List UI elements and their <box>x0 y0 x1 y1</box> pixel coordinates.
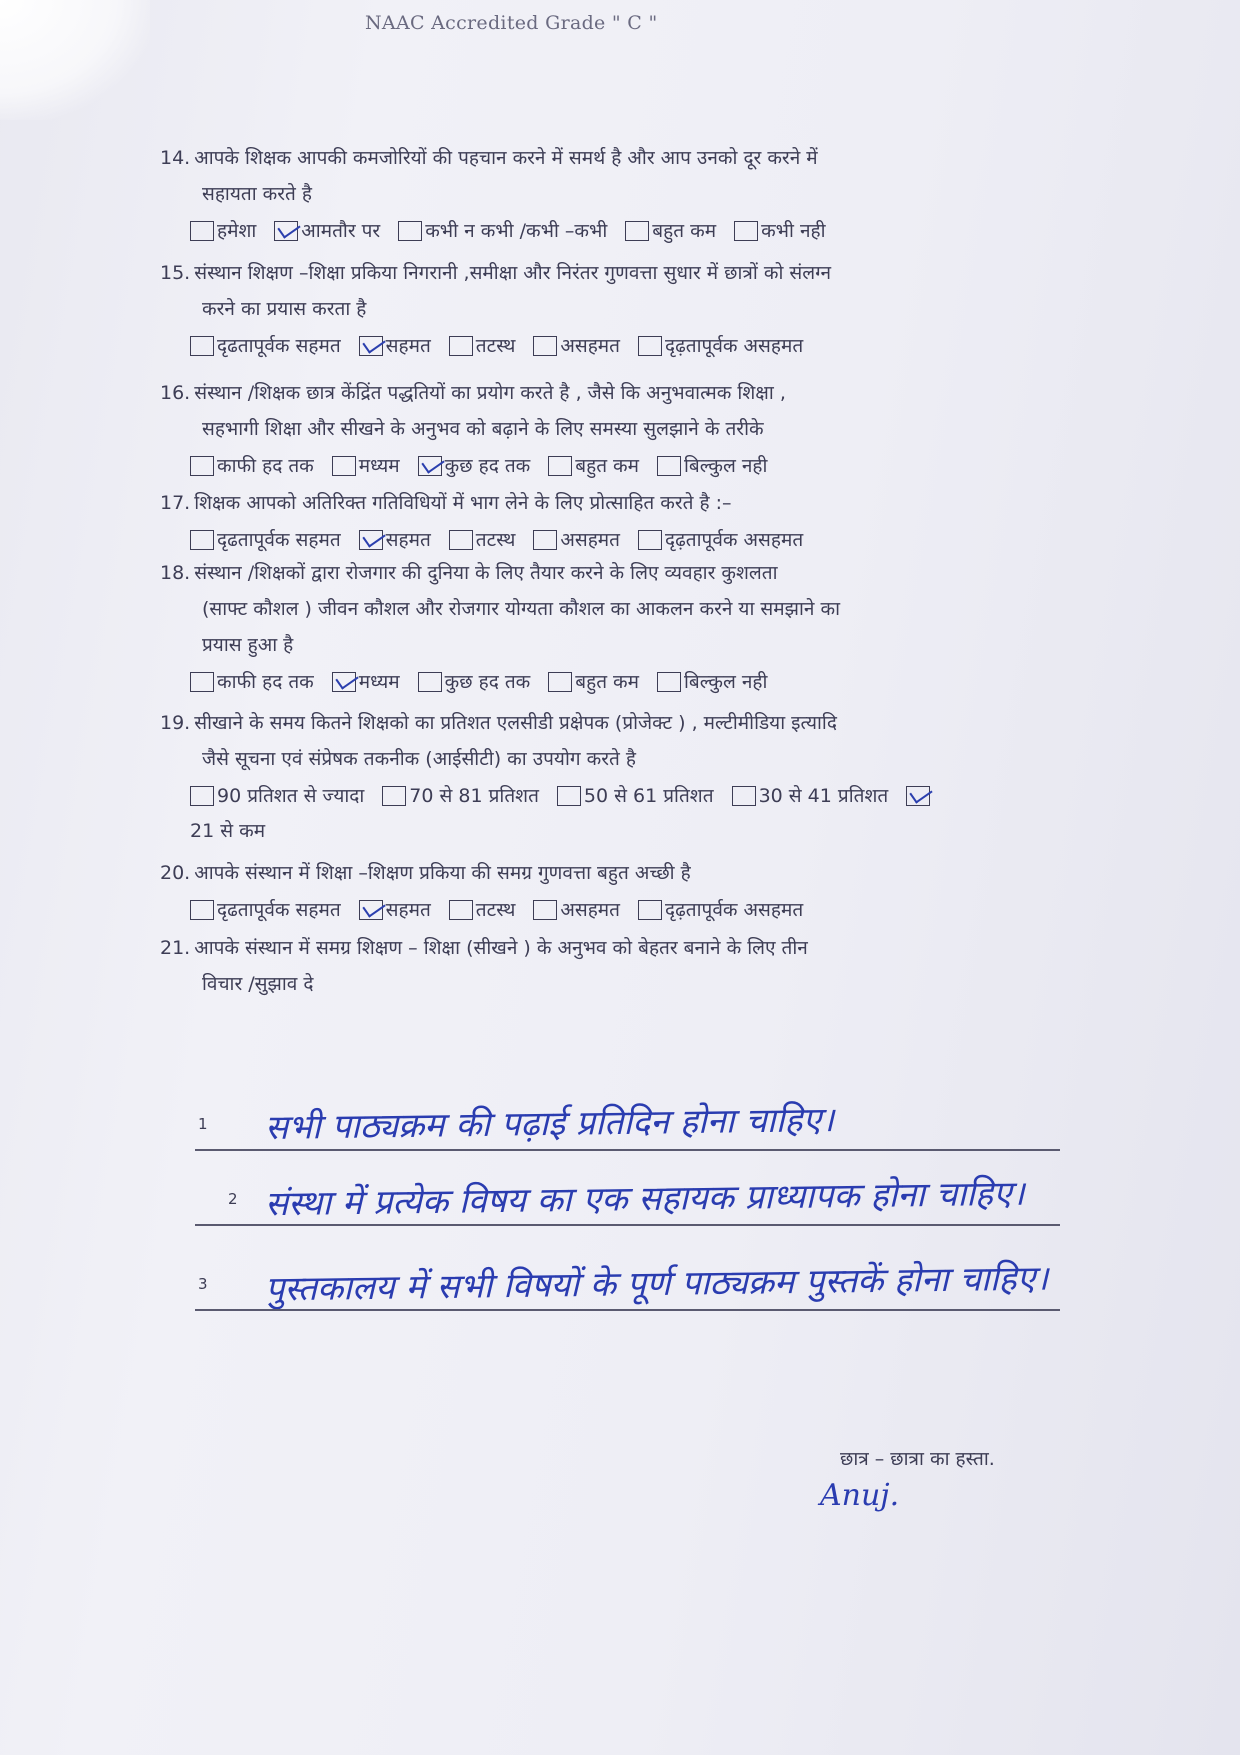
question-line: विचार /सुझाव दे <box>202 973 314 995</box>
option-continued-label: 21 से कम <box>190 820 266 842</box>
checkbox[interactable] <box>625 221 649 241</box>
option[interactable] <box>190 327 341 365</box>
option[interactable] <box>548 663 639 701</box>
option[interactable] <box>548 447 639 485</box>
checkbox[interactable] <box>449 530 473 550</box>
question-line: सहायता करते है <box>202 183 312 205</box>
checked-checkbox[interactable] <box>359 336 383 356</box>
checkbox[interactable] <box>533 900 557 920</box>
option[interactable] <box>332 663 400 701</box>
question-number: 20. <box>160 862 191 884</box>
option-label: बहुत कम <box>575 671 640 693</box>
option[interactable] <box>190 447 314 485</box>
option[interactable] <box>359 327 431 365</box>
question-line: आपके संस्थान में शिक्षा –शिक्षण प्रकिया की समग्र गुणवत्ता बहुत अच्छी है <box>194 862 691 884</box>
checkbox[interactable] <box>190 530 214 550</box>
option-label: 30 से 41 प्रतिशत <box>758 785 889 807</box>
question-line: करने का प्रयास करता है <box>202 298 367 320</box>
checked-checkbox[interactable] <box>332 672 356 692</box>
suggestion-number: 1 <box>198 1115 208 1133</box>
checkbox[interactable] <box>449 900 473 920</box>
question-number: 21. <box>160 937 191 959</box>
answer-line <box>195 1149 1060 1151</box>
option[interactable] <box>274 212 380 250</box>
checked-checkbox[interactable] <box>274 221 298 241</box>
option-label: दृढतापूर्वक सहमत <box>217 899 341 921</box>
checkbox[interactable] <box>190 221 214 241</box>
option-label: बिल्कुल नही <box>684 455 768 477</box>
checkbox[interactable] <box>398 221 422 241</box>
question-20 <box>160 855 1060 929</box>
question-21 <box>160 930 1060 1002</box>
suggestion-number: 2 <box>228 1190 238 1208</box>
question-text <box>160 375 1060 411</box>
checkbox[interactable] <box>190 900 214 920</box>
option[interactable] <box>398 212 607 250</box>
option[interactable] <box>449 891 516 929</box>
checkbox[interactable] <box>449 336 473 356</box>
question-text <box>160 855 1060 891</box>
option[interactable] <box>418 447 531 485</box>
answer-line <box>195 1309 1060 1311</box>
accreditation-header: NAAC Accredited Grade " C " <box>365 12 658 34</box>
option-label: तटस्थ <box>475 529 516 551</box>
option-label: दृढ़तापूर्वक असहमत <box>665 899 804 921</box>
option-label: सहमत <box>385 529 431 551</box>
option[interactable] <box>359 521 431 559</box>
option-label: दृढतापूर्वक सहमत <box>217 529 341 551</box>
checkbox[interactable] <box>418 672 442 692</box>
option-label: बिल्कुल नही <box>684 671 768 693</box>
question-15 <box>160 255 1060 365</box>
option[interactable] <box>638 891 803 929</box>
checkbox[interactable] <box>638 900 662 920</box>
question-14 <box>160 140 1060 250</box>
handwritten-suggestion: पुस्तकालय में सभी विषयों के पूर्ण पाठ्यक्रम पुस्तकें होना चाहिए। <box>264 1258 1049 1310</box>
question-text <box>160 930 1060 966</box>
question-number: 19. <box>160 712 191 734</box>
student-signature: Anuj. <box>820 1478 900 1513</box>
checkbox[interactable] <box>190 336 214 356</box>
option-label: काफी हद तक <box>217 671 314 693</box>
question-line: सहभागी शिक्षा और सीखने के अनुभव को बढ़ाने के लिए समस्या सुलझाने के तरीके <box>202 418 764 440</box>
option[interactable] <box>533 891 620 929</box>
question-line: सीखाने के समय कितने शिक्षको का प्रतिशत एलसीडी प्रक्षेपक (प्रोजेक्ट ) , मल्टीमीडिया इत्यादि <box>194 712 837 734</box>
question-text <box>160 255 1060 291</box>
question-number: 15. <box>160 262 191 284</box>
question-line: शिक्षक आपको अतिरिक्त गतिविधियों में भाग लेने के लिए प्रोत्साहित करते है :– <box>194 492 732 514</box>
checked-checkbox[interactable] <box>418 456 442 476</box>
checkbox[interactable] <box>732 786 756 806</box>
option-label: बहुत कम <box>575 455 640 477</box>
option[interactable] <box>557 777 714 815</box>
option-label: कभी न कभी /कभी –कभी <box>425 220 608 242</box>
option[interactable] <box>449 327 516 365</box>
answer-line <box>195 1224 1060 1226</box>
checkbox[interactable] <box>657 672 681 692</box>
option-label: कुछ हद तक <box>444 671 531 693</box>
option[interactable] <box>906 786 933 806</box>
option[interactable] <box>190 212 256 250</box>
option[interactable] <box>625 212 716 250</box>
question-text-continued <box>160 627 1060 663</box>
options-row <box>160 777 1060 815</box>
option-label: दृढ़तापूर्वक असहमत <box>665 335 804 357</box>
option[interactable] <box>332 447 400 485</box>
option-label: 50 से 61 प्रतिशत <box>583 785 714 807</box>
option-label: असहमत <box>560 335 621 357</box>
option-label: असहमत <box>560 899 621 921</box>
option[interactable] <box>533 327 620 365</box>
option[interactable] <box>657 663 767 701</box>
question-text <box>160 140 1060 176</box>
option[interactable] <box>449 521 516 559</box>
question-number: 18. <box>160 562 191 584</box>
checkbox[interactable] <box>533 530 557 550</box>
question-text-continued <box>160 591 1060 627</box>
question-number: 14. <box>160 147 191 169</box>
option-label: तटस्थ <box>475 899 516 921</box>
option-label: काफी हद तक <box>217 455 314 477</box>
option-label: मध्यम <box>358 671 400 693</box>
option[interactable] <box>418 663 531 701</box>
checkbox[interactable] <box>548 672 572 692</box>
option[interactable] <box>382 777 539 815</box>
option-label: हमेशा <box>217 220 257 242</box>
option[interactable] <box>190 891 341 929</box>
option-label: कभी नही <box>761 220 826 242</box>
option[interactable] <box>190 777 364 815</box>
question-line: संस्थान /शिक्षक छात्र केंद्रिंत पद्धतियों का प्रयोग करते है , जैसे कि अनुभवात्मक शिक्षा , <box>194 382 786 404</box>
question-number: 17. <box>160 492 191 514</box>
option[interactable] <box>533 521 620 559</box>
option-label: असहमत <box>560 529 621 551</box>
checkbox[interactable] <box>638 336 662 356</box>
checkbox[interactable] <box>190 786 214 806</box>
question-line: प्रयास हुआ है <box>202 634 294 656</box>
checkbox[interactable] <box>557 786 581 806</box>
checked-checkbox[interactable] <box>906 786 930 806</box>
question-text-continued <box>160 966 1060 1002</box>
question-text-continued <box>160 291 1060 327</box>
question-text-continued <box>160 411 1060 447</box>
option[interactable] <box>657 447 767 485</box>
option-label: बहुत कम <box>652 220 717 242</box>
checkbox[interactable] <box>548 456 572 476</box>
question-line: आपके शिक्षक आपकी कमजोरियों की पहचान करने में समर्थ है और आप उनको दूर करने में <box>194 147 818 169</box>
checkbox[interactable] <box>734 221 758 241</box>
question-line: आपके संस्थान में समग्र शिक्षण – शिक्षा (सीखने ) के अनुभव को बेहतर बनाने के लिए तीन <box>194 937 808 959</box>
question-17 <box>160 485 1060 559</box>
checkbox[interactable] <box>190 456 214 476</box>
question-text-continued <box>160 741 1060 777</box>
options-row <box>160 521 1060 559</box>
option[interactable] <box>638 521 803 559</box>
checked-checkbox[interactable] <box>359 900 383 920</box>
question-text <box>160 705 1060 741</box>
handwritten-suggestion: सभी पाठ्यक्रम की पढ़ाई प्रतिदिन होना चाहिए। <box>264 1100 835 1148</box>
option[interactable] <box>638 327 803 365</box>
option[interactable] <box>359 891 431 929</box>
question-line: संस्थान /शिक्षकों द्वारा रोजगार की दुनिया के लिए तैयार करने के लिए व्यवहार कुशलता <box>194 562 778 584</box>
option[interactable] <box>190 521 341 559</box>
question-text-continued <box>160 176 1060 212</box>
option-label: सहमत <box>385 335 431 357</box>
options-row <box>160 663 1060 701</box>
checkbox[interactable] <box>332 456 356 476</box>
option[interactable] <box>734 212 825 250</box>
option[interactable] <box>190 663 314 701</box>
checkbox[interactable] <box>657 456 681 476</box>
checked-checkbox[interactable] <box>359 530 383 550</box>
option-label: दृढतापूर्वक सहमत <box>217 335 341 357</box>
question-text <box>160 555 1060 591</box>
handwritten-suggestion: संस्था में प्रत्येक विषय का एक सहायक प्राध्यापक होना चाहिए। <box>264 1173 1025 1225</box>
question-text <box>160 485 1060 521</box>
checkbox[interactable] <box>382 786 406 806</box>
suggestion-number: 3 <box>198 1275 208 1293</box>
option-label: कुछ हद तक <box>444 455 531 477</box>
checkbox[interactable] <box>638 530 662 550</box>
option-label: 90 प्रतिशत से ज्यादा <box>217 785 365 807</box>
options-row <box>160 891 1060 929</box>
options-row <box>160 447 1060 485</box>
question-line: जैसे सूचना एवं संप्रेषक तकनीक (आईसीटी) का उपयोग करते है <box>202 748 636 770</box>
question-16 <box>160 375 1060 485</box>
option-label: तटस्थ <box>475 335 516 357</box>
option-label: आमतौर पर <box>301 220 381 242</box>
checkbox[interactable] <box>190 672 214 692</box>
option-label: दृढ़तापूर्वक असहमत <box>665 529 804 551</box>
question-line: संस्थान शिक्षण –शिक्षा प्रकिया निगरानी ,समीक्षा और निरंतर गुणवत्ता सुधार में छात्रों को संलग्न <box>194 262 832 284</box>
option[interactable] <box>732 777 889 815</box>
checkbox[interactable] <box>533 336 557 356</box>
option-label: सहमत <box>385 899 431 921</box>
options-row <box>160 327 1060 365</box>
question-line: (साफ्ट कौशल ) जीवन कौशल और रोजगार योग्यता कौशल का आकलन करने या समझाने का <box>202 598 840 620</box>
question-18 <box>160 555 1060 701</box>
question-number: 16. <box>160 382 191 404</box>
signature-label: छात्र – छात्रा का हस्ता. <box>840 1448 995 1470</box>
option-label: मध्यम <box>358 455 400 477</box>
question-19 <box>160 705 1060 847</box>
options-row <box>160 212 1060 250</box>
option-label: 70 से 81 प्रतिशत <box>409 785 539 807</box>
